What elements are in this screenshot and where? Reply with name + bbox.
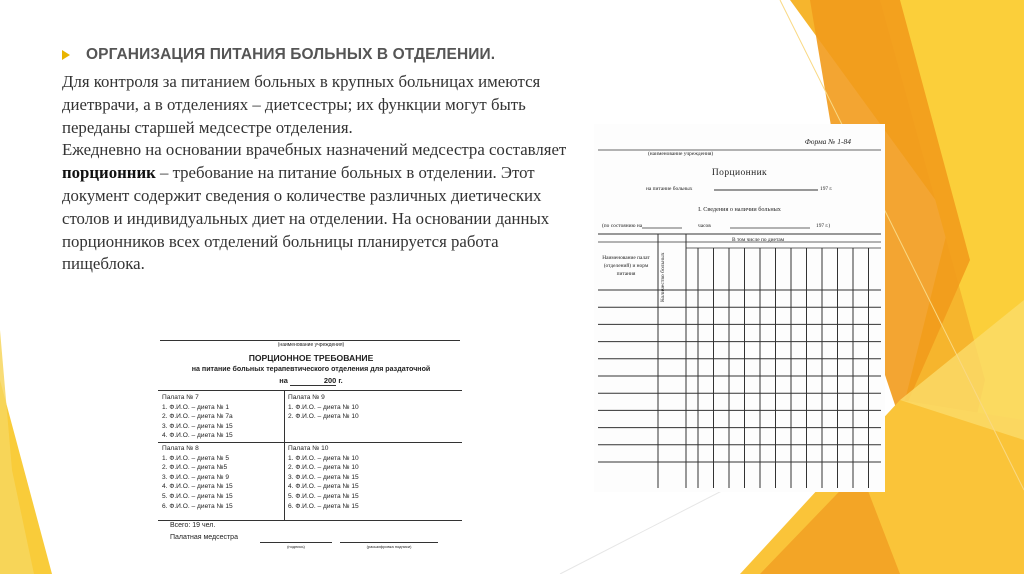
document-title: ПОРЦИОННОЕ ТРЕБОВАНИЕ xyxy=(248,353,374,363)
institution-label: (наименование учреждения) xyxy=(648,151,714,157)
ward-block-7 xyxy=(162,393,233,441)
diet-columns xyxy=(698,248,869,488)
total-patients: Всего: 19 чел. xyxy=(170,522,216,529)
ward-line: 6. Ф.И.О. – диета № 15 xyxy=(288,502,359,510)
feeding-label: на питание больных xyxy=(646,186,693,192)
triangle-bullet-icon xyxy=(62,50,70,60)
ward-line: 1. Ф.И.О. – диета № 10 xyxy=(288,403,359,411)
nurse-label: Палатная медсестра xyxy=(170,534,238,541)
institution-label: (наименование учреждения) xyxy=(277,342,345,348)
table-rows xyxy=(598,290,881,462)
column-diets-header: В том числе по диетам xyxy=(732,237,785,243)
section-heading: I. Сведения о наличии больных xyxy=(698,206,781,213)
paragraph-dietitians: Для контроля за питанием больных в крупных больницах имеются диетврачи, а в отделениях – диетсестры; их функции могут быть переданы старшей медсестре отделения. xyxy=(62,72,541,137)
date-prefix: на xyxy=(279,376,288,385)
ward-line: 1. Ф.И.О. – диета № 1 xyxy=(162,403,230,411)
column-wards-header: Наименование палат (отделений) и норм питания xyxy=(602,255,650,277)
ward-block-10 xyxy=(288,444,359,511)
ward-line: 3. Ф.И.О. – диета № 15 xyxy=(288,473,359,481)
ward-line: 4. Ф.И.О. – диета № 15 xyxy=(162,483,233,491)
slide-title: ОРГАНИЗАЦИЯ ПИТАНИЯ БОЛЬНЫХ В ОТДЕЛЕНИИ. xyxy=(86,46,496,63)
ward-line: 2. Ф.И.О. – диета № 10 xyxy=(288,413,359,421)
slide-title-row xyxy=(62,46,495,64)
ward-line: 2. Ф.И.О. – диета № 7а xyxy=(162,413,233,421)
ward-name: Палата № 7 xyxy=(162,394,199,401)
date-suffix: г. xyxy=(338,376,343,385)
form-title: Порционник xyxy=(711,168,768,178)
signature-decode-line xyxy=(340,542,438,543)
ward-line: 2. Ф.И.О. – диета №5 xyxy=(162,464,228,472)
feeding-year: 197 г. xyxy=(820,186,833,192)
ward-line: 6. Ф.И.О. – диета № 15 xyxy=(162,502,233,510)
ward-name: Палата № 8 xyxy=(162,445,199,452)
paragraph-part: Ежедневно на основании врачебных назначений медсестра составляет xyxy=(62,140,567,160)
date-year: 200 xyxy=(323,376,337,385)
ward-line: 5. Ф.И.О. – диета № 15 xyxy=(288,492,359,500)
portion-list-form xyxy=(594,124,885,492)
ward-line: 4. Ф.И.О. – диета № 15 xyxy=(162,432,233,440)
ward-line: 1. Ф.И.О. – диета № 5 xyxy=(162,454,230,462)
ward-block-9 xyxy=(288,393,359,422)
rule xyxy=(160,340,460,341)
paragraph-part: – требование на питание больных в отделении. Этот документ содержит сведения о количестве различных диетических столов и индивидуальных диет на отделении. На основании данных порционников всех отделений больницы планируется работа пищеблока. xyxy=(62,163,550,274)
ward-block-8 xyxy=(162,444,233,511)
ward-line: 1. Ф.И.О. – диета № 10 xyxy=(288,454,359,462)
rule xyxy=(284,390,285,520)
ward-line: 2. Ф.И.О. – диета № 10 xyxy=(288,464,359,472)
bold-term: порционник xyxy=(62,163,156,183)
signature-line xyxy=(260,542,332,543)
rule xyxy=(158,442,462,443)
signature-decode-label: (расшифровка подписи) xyxy=(366,544,412,549)
form-number: Форма № 1-84 xyxy=(804,137,851,146)
document-subtitle: на питание больных терапевтического отделения для раздаточной xyxy=(191,365,431,373)
ward-line: 3. Ф.И.О. – диета № 15 xyxy=(162,422,233,430)
ward-name: Палата № 10 xyxy=(288,445,329,452)
date-blank xyxy=(290,376,324,386)
ward-name: Палата № 9 xyxy=(288,394,325,401)
ward-line: 5. Ф.И.О. – диета № 15 xyxy=(162,492,233,500)
rule xyxy=(158,520,462,521)
slide-body-text xyxy=(62,71,572,276)
form-grid xyxy=(594,124,885,492)
paragraph-portion-list xyxy=(62,139,572,276)
portion-requisition-document xyxy=(156,336,466,556)
ward-line: 3. Ф.И.О. – диета № 9 xyxy=(162,473,230,481)
signature-label: (подпись) xyxy=(287,544,305,549)
hours-label: часов xyxy=(698,223,711,229)
ward-line: 4. Ф.И.О. – диета № 15 xyxy=(288,483,359,491)
state-label: (по состоянию на xyxy=(602,223,643,229)
document-date xyxy=(156,376,466,386)
state-year: 197 г.) xyxy=(816,223,831,229)
column-count-header: Количество больных xyxy=(660,252,666,302)
